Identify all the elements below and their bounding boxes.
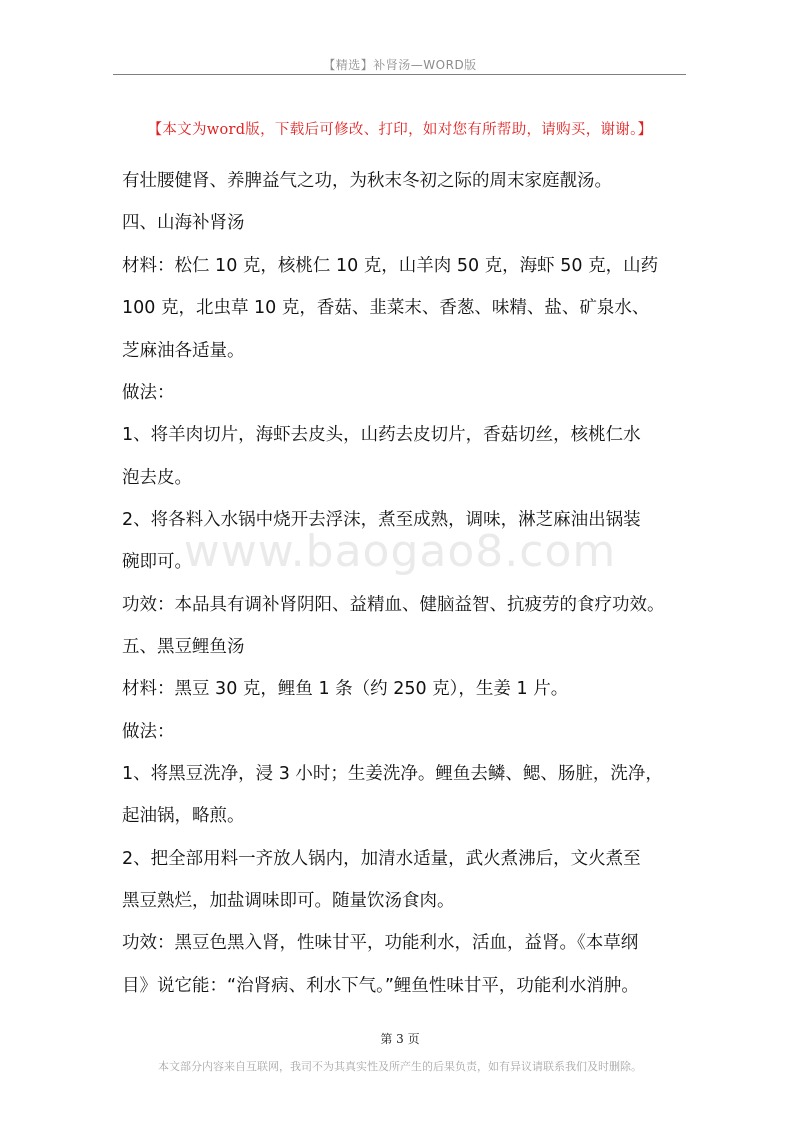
watermark: www.baogao8.com — [183, 526, 617, 577]
body-line: 有壮腰健肾、养脾益气之功，为秋末冬初之际的周末家庭靓汤。 — [122, 171, 612, 191]
body-line: 2、将各料入水锅中烧开去浮沫，煮至成熟，调味，淋芝麻油出锅装 — [122, 510, 641, 530]
body-line: 做法： — [122, 722, 175, 742]
body-line: 泡去皮。 — [122, 468, 192, 488]
footer-disclaimer: 本文部分内容来自互联网，我司不为其真实性及所产生的后果负责，如有异议请联系我们及时删除。 — [158, 1060, 642, 1073]
header-divider — [113, 74, 686, 75]
page-number: 第 3 页 — [380, 1032, 420, 1046]
body-line: 100 克，北虫草 10 克，香菇、韭菜末、香葱、味精、盐、矿泉水、 — [122, 298, 650, 318]
body-line: 功效：本品具有调补肾阴阳、益精血、健脑益智、抗疲劳的食疗功效。 — [122, 595, 665, 615]
body-line: 1、将羊肉切片，海虾去皮头，山药去皮切片，香菇切丝，核桃仁水 — [122, 425, 641, 445]
body-line: 目》说它能：“治肾病、利水下气。”鲤鱼性味甘平，功能利水消肿。 — [122, 976, 639, 996]
body-line: 起油锅，略煎。 — [122, 806, 245, 826]
body-line: 材料：松仁 10 克，核桃仁 10 克，山羊肉 50 克，海虾 50 克，山药 — [122, 256, 659, 276]
body-line: 做法： — [122, 383, 175, 403]
header-title: 【精选】补肾汤—WORD版 — [323, 58, 477, 72]
body-line: 碗即可。 — [122, 552, 192, 572]
body-line: 黑豆熟烂，加盐调味即可。随量饮汤食肉。 — [122, 891, 455, 911]
body-line: 1、将黑豆洗净，浸 3 小时；生姜洗净。鲤鱼去鳞、鳃、肠脏，洗净， — [122, 764, 663, 784]
body-line: 功效：黑豆色黑入肾，性味甘平，功能利水，活血，益肾。《本草纲 — [122, 933, 639, 953]
body-line: 2、把全部用料一齐放人锅内，加清水适量，武火煮沸后，文火煮至 — [122, 849, 641, 869]
section-heading: 四、山海补肾汤 — [122, 213, 245, 233]
body-line: 材料：黑豆 30 克，鲤鱼 1 条（约 250 克），生姜 1 片。 — [122, 679, 569, 699]
section-heading: 五、黑豆鲤鱼汤 — [122, 637, 245, 657]
body-line: 芝麻油各适量。 — [122, 341, 245, 361]
purchase-notice: 【本文为word版，下载后可修改、打印，如对您有所帮助，请购买，谢谢。】 — [147, 122, 653, 138]
